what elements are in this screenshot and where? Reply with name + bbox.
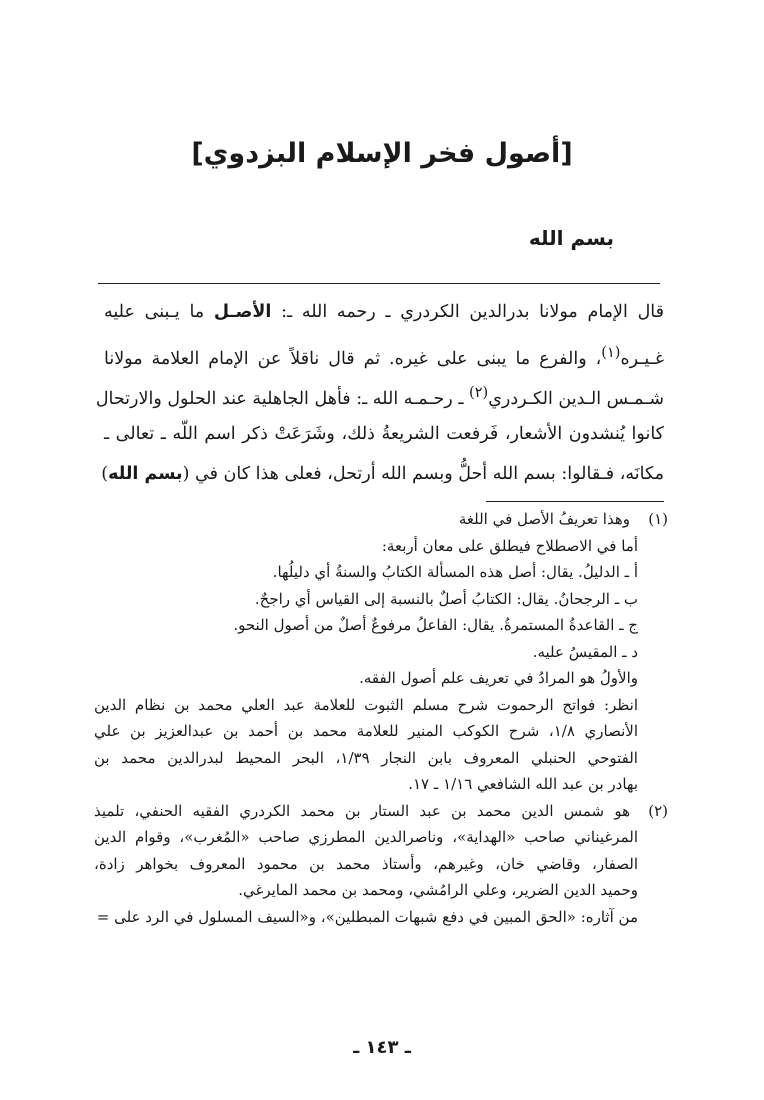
main-text [95, 292, 664, 495]
footnote-1-line: أ ـ الدليلُ. يقال: أصل هذه المسألة الكتابُ والسنةُ أي دليلُها. [272, 563, 638, 581]
footnote-2-line: من آثاره: «الحق المبين في دفع شبهات المبطلين»، و«السيف المسلول في الرد على = [96, 907, 638, 926]
footnote-2-line: الصفار، وقاضي خان، وغيرهم، وأستاذ محمد بن محمود المعروف بخواهر زادة، [94, 854, 638, 873]
main-line-5-tail: ) [101, 464, 109, 484]
footnote-2-number: (٢) [648, 801, 668, 820]
main-line-1 [104, 292, 664, 333]
footnote-1-line: ب ـ الرجحانُ. يقال: الكتابُ أصلٌ بالنسبة إلى القياس أي راجحٌ. [254, 589, 638, 608]
footnote-ref-2[interactable]: (٢) [469, 384, 489, 401]
main-line-2-text: غـيـره [620, 348, 664, 369]
main-line-5 [101, 454, 664, 495]
footnote-1-ref-line: انظر: فواتح الرحموت شرح مسلم الثبوت للعلامة عبد العلي محمد بن نظام الدين [94, 695, 638, 714]
footnotes [94, 506, 668, 930]
footnote-1-line: أما في الاصطلاح فيطلق على معان أربعة: [381, 536, 638, 555]
footnote-1-line: ج ـ القاعدةُ المستمرةُ. يقال: الفاعلُ مرفوعٌ أصلٌ من أصول النحو. [233, 616, 638, 634]
main-line-2-tail: ، والفرع ما يبنى على غيره. ثم قال ناقلاً عن الإمام العلامة مولانا [104, 348, 602, 369]
footnote-2-first-line [94, 798, 668, 825]
footnote-1-first-line [94, 506, 668, 533]
footnote-1-ref-line: الفتوحي الحنبلي المعروف بابن النجار ١/٣٩، البحر المحيط لبدرالدين محمد بن [94, 748, 638, 767]
header-divider [98, 283, 660, 284]
term-bismillah: بسم الله [108, 464, 183, 484]
footnote-1-ref-line: الأنصاري ١/٨، شرح الكوكب المنير للعلامة محمد بن أحمد بن عبدالعزيز بن علي [94, 722, 638, 740]
page-number: ـ ١٤٣ ـ [353, 1037, 411, 1058]
footnote-ref-1[interactable]: (١) [601, 343, 621, 361]
footnote-1-text: وهذا تعريفُ الأصل في اللغة [458, 510, 630, 528]
main-line-4-text: كانوا يُنشدون الأشعار، فَرفعت الشريعةُ ذلك، وشَرَعَتْ ذكر اسم اللّه ـ تعالى ـ [104, 423, 664, 444]
main-line-3-tail: ـ رحـمـه الله ـ: فأهل الجاهلية عند الحلول والارتحال [95, 388, 470, 409]
main-line-1-tail: ما يـبنى عليه [104, 302, 214, 322]
footnote-2-line: المرغيناني صاحب «الهداية»، وناصرالدين المطرزي صاحب «المُغرب»، وقوام الدين [94, 828, 638, 846]
main-line-3-text: شـمـس الـدين الكـردري [488, 388, 664, 409]
footnote-1-number: (١) [648, 510, 668, 528]
footnote-divider [486, 501, 664, 502]
term-al-asl: الأصـل [213, 302, 272, 322]
footnote-2-line: وحميد الدين الضرير، وعلي الرامُشي، ومحمد بن محمد المايرغي. [238, 881, 638, 899]
main-line-3 [95, 373, 664, 414]
footnote-2-text: هو شمس الدين محمد بن عبد الستار بن محمد الكردري الفقيه الحنفي، تلميذ [94, 801, 630, 820]
footnote-1-line: د ـ المقيسُ عليه. [532, 642, 638, 661]
chapter-title: [أصول فخر الإسلام البزدوي] [191, 138, 573, 169]
main-line-2 [104, 333, 664, 374]
main-line-1-text: قال الإمام مولانا بدرالدين الكردري ـ رحمه الله ـ: [271, 302, 664, 322]
footnote-1-line: والأولُ هو المرادُ في تعريف علم أصول الفقه. [359, 669, 638, 687]
main-line-5-text: مكانَه، فـقالوا: بسم الله أحلُّ وبسم الله أرتحل، فعلى هذا كان في ( [182, 464, 664, 484]
basmala-heading: بسم الله [528, 226, 614, 250]
main-line-4 [104, 414, 664, 455]
footnote-1-ref-line: بهادر بن عبد الله الشافعي ١/١٦ ـ ١٧. [408, 775, 638, 793]
